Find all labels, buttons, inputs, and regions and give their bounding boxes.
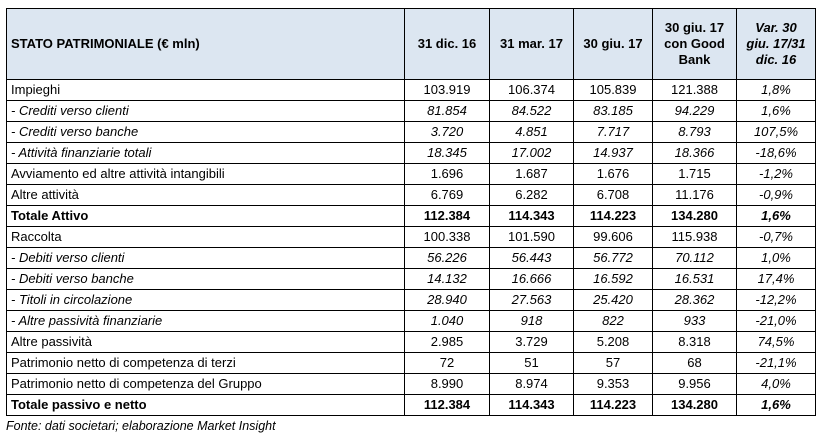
table-row	[7, 374, 816, 395]
table-row	[7, 248, 816, 269]
value-cell: 14.132	[405, 269, 490, 290]
header-cell	[490, 9, 574, 80]
value-cell: 8.974	[490, 374, 574, 395]
value-cell: 72	[405, 353, 490, 374]
row-label: Altre attività	[7, 185, 405, 206]
row-label: Impieghi	[7, 80, 405, 101]
value-cell: 99.606	[574, 227, 653, 248]
value-cell: 1.687	[490, 164, 574, 185]
row-label: Patrimonio netto di competenza del Gruppo	[7, 374, 405, 395]
row-label: - Altre passività finanziarie	[7, 311, 405, 332]
header-cell	[653, 9, 737, 80]
value-cell: 1.696	[405, 164, 490, 185]
value-cell: 84.522	[490, 101, 574, 122]
header-label: dic. 16	[755, 52, 797, 67]
header-label: Var. 30	[755, 20, 797, 35]
value-cell: 18.366	[653, 143, 737, 164]
header-cell	[7, 9, 405, 80]
value-cell: 70.112	[653, 248, 737, 269]
value-cell: 1.715	[653, 164, 737, 185]
row-label: Raccolta	[7, 227, 405, 248]
table-row	[7, 269, 816, 290]
table-row	[7, 80, 816, 101]
value-cell: 114.223	[574, 206, 653, 227]
row-label: - Titoli in circolazione	[7, 290, 405, 311]
variation-cell: 1,0%	[737, 248, 816, 269]
value-cell: 8.318	[653, 332, 737, 353]
value-cell: 28.362	[653, 290, 737, 311]
value-cell: 4.851	[490, 122, 574, 143]
row-label: Totale Attivo	[7, 206, 405, 227]
table-row	[7, 227, 816, 248]
value-cell: 121.388	[653, 80, 737, 101]
table-row	[7, 290, 816, 311]
value-cell: 2.985	[405, 332, 490, 353]
table-row	[7, 206, 816, 227]
variation-cell: 4,0%	[737, 374, 816, 395]
value-cell: 933	[653, 311, 737, 332]
row-label: Altre passività	[7, 332, 405, 353]
value-cell: 134.280	[653, 395, 737, 416]
variation-cell: 1,6%	[737, 206, 816, 227]
value-cell: 68	[653, 353, 737, 374]
value-cell: 106.374	[490, 80, 574, 101]
balance-sheet-container	[6, 8, 816, 416]
row-label: - Debiti verso banche	[7, 269, 405, 290]
variation-cell: 107,5%	[737, 122, 816, 143]
value-cell: 56.772	[574, 248, 653, 269]
value-cell: 1.676	[574, 164, 653, 185]
header-cell	[405, 9, 490, 80]
variation-cell: -0,7%	[737, 227, 816, 248]
variation-cell: -21,0%	[737, 311, 816, 332]
value-cell: 5.208	[574, 332, 653, 353]
value-cell: 56.226	[405, 248, 490, 269]
variation-cell: -12,2%	[737, 290, 816, 311]
value-cell: 112.384	[405, 206, 490, 227]
header-label: con Good	[664, 36, 725, 51]
value-cell: 27.563	[490, 290, 574, 311]
variation-cell: -1,2%	[737, 164, 816, 185]
header-label: 31 dic. 16	[417, 36, 477, 51]
value-cell: 16.531	[653, 269, 737, 290]
header-label: 30 giu. 17	[664, 20, 725, 35]
header-label: 31 mar. 17	[500, 36, 563, 51]
value-cell: 100.338	[405, 227, 490, 248]
value-cell: 56.443	[490, 248, 574, 269]
row-label: - Debiti verso clienti	[7, 248, 405, 269]
row-label: Avviamento ed altre attività intangibili	[7, 164, 405, 185]
variation-cell: 1,6%	[737, 395, 816, 416]
value-cell: 14.937	[574, 143, 653, 164]
value-cell: 112.384	[405, 395, 490, 416]
balance-sheet-table	[6, 8, 816, 416]
value-cell: 7.717	[574, 122, 653, 143]
value-cell: 17.002	[490, 143, 574, 164]
value-cell: 83.185	[574, 101, 653, 122]
table-body	[7, 80, 816, 416]
value-cell: 94.229	[653, 101, 737, 122]
table-row	[7, 164, 816, 185]
value-cell: 25.420	[574, 290, 653, 311]
value-cell: 51	[490, 353, 574, 374]
value-cell: 822	[574, 311, 653, 332]
value-cell: 8.990	[405, 374, 490, 395]
value-cell: 103.919	[405, 80, 490, 101]
variation-cell: 1,8%	[737, 80, 816, 101]
value-cell: 3.729	[490, 332, 574, 353]
value-cell: 114.343	[490, 206, 574, 227]
value-cell: 6.282	[490, 185, 574, 206]
variation-cell: 74,5%	[737, 332, 816, 353]
value-cell: 8.793	[653, 122, 737, 143]
table-row	[7, 143, 816, 164]
value-cell: 9.956	[653, 374, 737, 395]
value-cell: 114.223	[574, 395, 653, 416]
variation-cell: -0,9%	[737, 185, 816, 206]
value-cell: 1.040	[405, 311, 490, 332]
value-cell: 114.343	[490, 395, 574, 416]
table-row	[7, 353, 816, 374]
source-note: Fonte: dati societari; elaborazione Market Insight	[6, 419, 276, 433]
value-cell: 28.940	[405, 290, 490, 311]
row-label: Patrimonio netto di competenza di terzi	[7, 353, 405, 374]
value-cell: 11.176	[653, 185, 737, 206]
header-cell	[574, 9, 653, 80]
variation-cell: 1,6%	[737, 101, 816, 122]
table-row	[7, 101, 816, 122]
row-label: Totale passivo e netto	[7, 395, 405, 416]
table-row	[7, 185, 816, 206]
value-cell: 18.345	[405, 143, 490, 164]
table-row	[7, 311, 816, 332]
value-cell: 9.353	[574, 374, 653, 395]
header-label: giu. 17/31	[746, 36, 806, 51]
header-label: STATO PATRIMONIALE (€ mln)	[11, 36, 200, 51]
table-header-row	[7, 9, 816, 80]
table-row	[7, 122, 816, 143]
value-cell: 81.854	[405, 101, 490, 122]
variation-cell: 17,4%	[737, 269, 816, 290]
value-cell: 6.769	[405, 185, 490, 206]
value-cell: 16.592	[574, 269, 653, 290]
value-cell: 57	[574, 353, 653, 374]
variation-cell: -21,1%	[737, 353, 816, 374]
value-cell: 16.666	[490, 269, 574, 290]
table-row	[7, 395, 816, 416]
value-cell: 6.708	[574, 185, 653, 206]
row-label: - Attività finanziarie totali	[7, 143, 405, 164]
value-cell: 134.280	[653, 206, 737, 227]
header-label: Bank	[678, 52, 711, 67]
value-cell: 918	[490, 311, 574, 332]
header-label: 30 giu. 17	[583, 36, 643, 51]
table-row	[7, 332, 816, 353]
row-label: - Crediti verso banche	[7, 122, 405, 143]
header-cell	[737, 9, 816, 80]
value-cell: 105.839	[574, 80, 653, 101]
value-cell: 101.590	[490, 227, 574, 248]
variation-cell: -18,6%	[737, 143, 816, 164]
value-cell: 3.720	[405, 122, 490, 143]
value-cell: 115.938	[653, 227, 737, 248]
row-label: - Crediti verso clienti	[7, 101, 405, 122]
